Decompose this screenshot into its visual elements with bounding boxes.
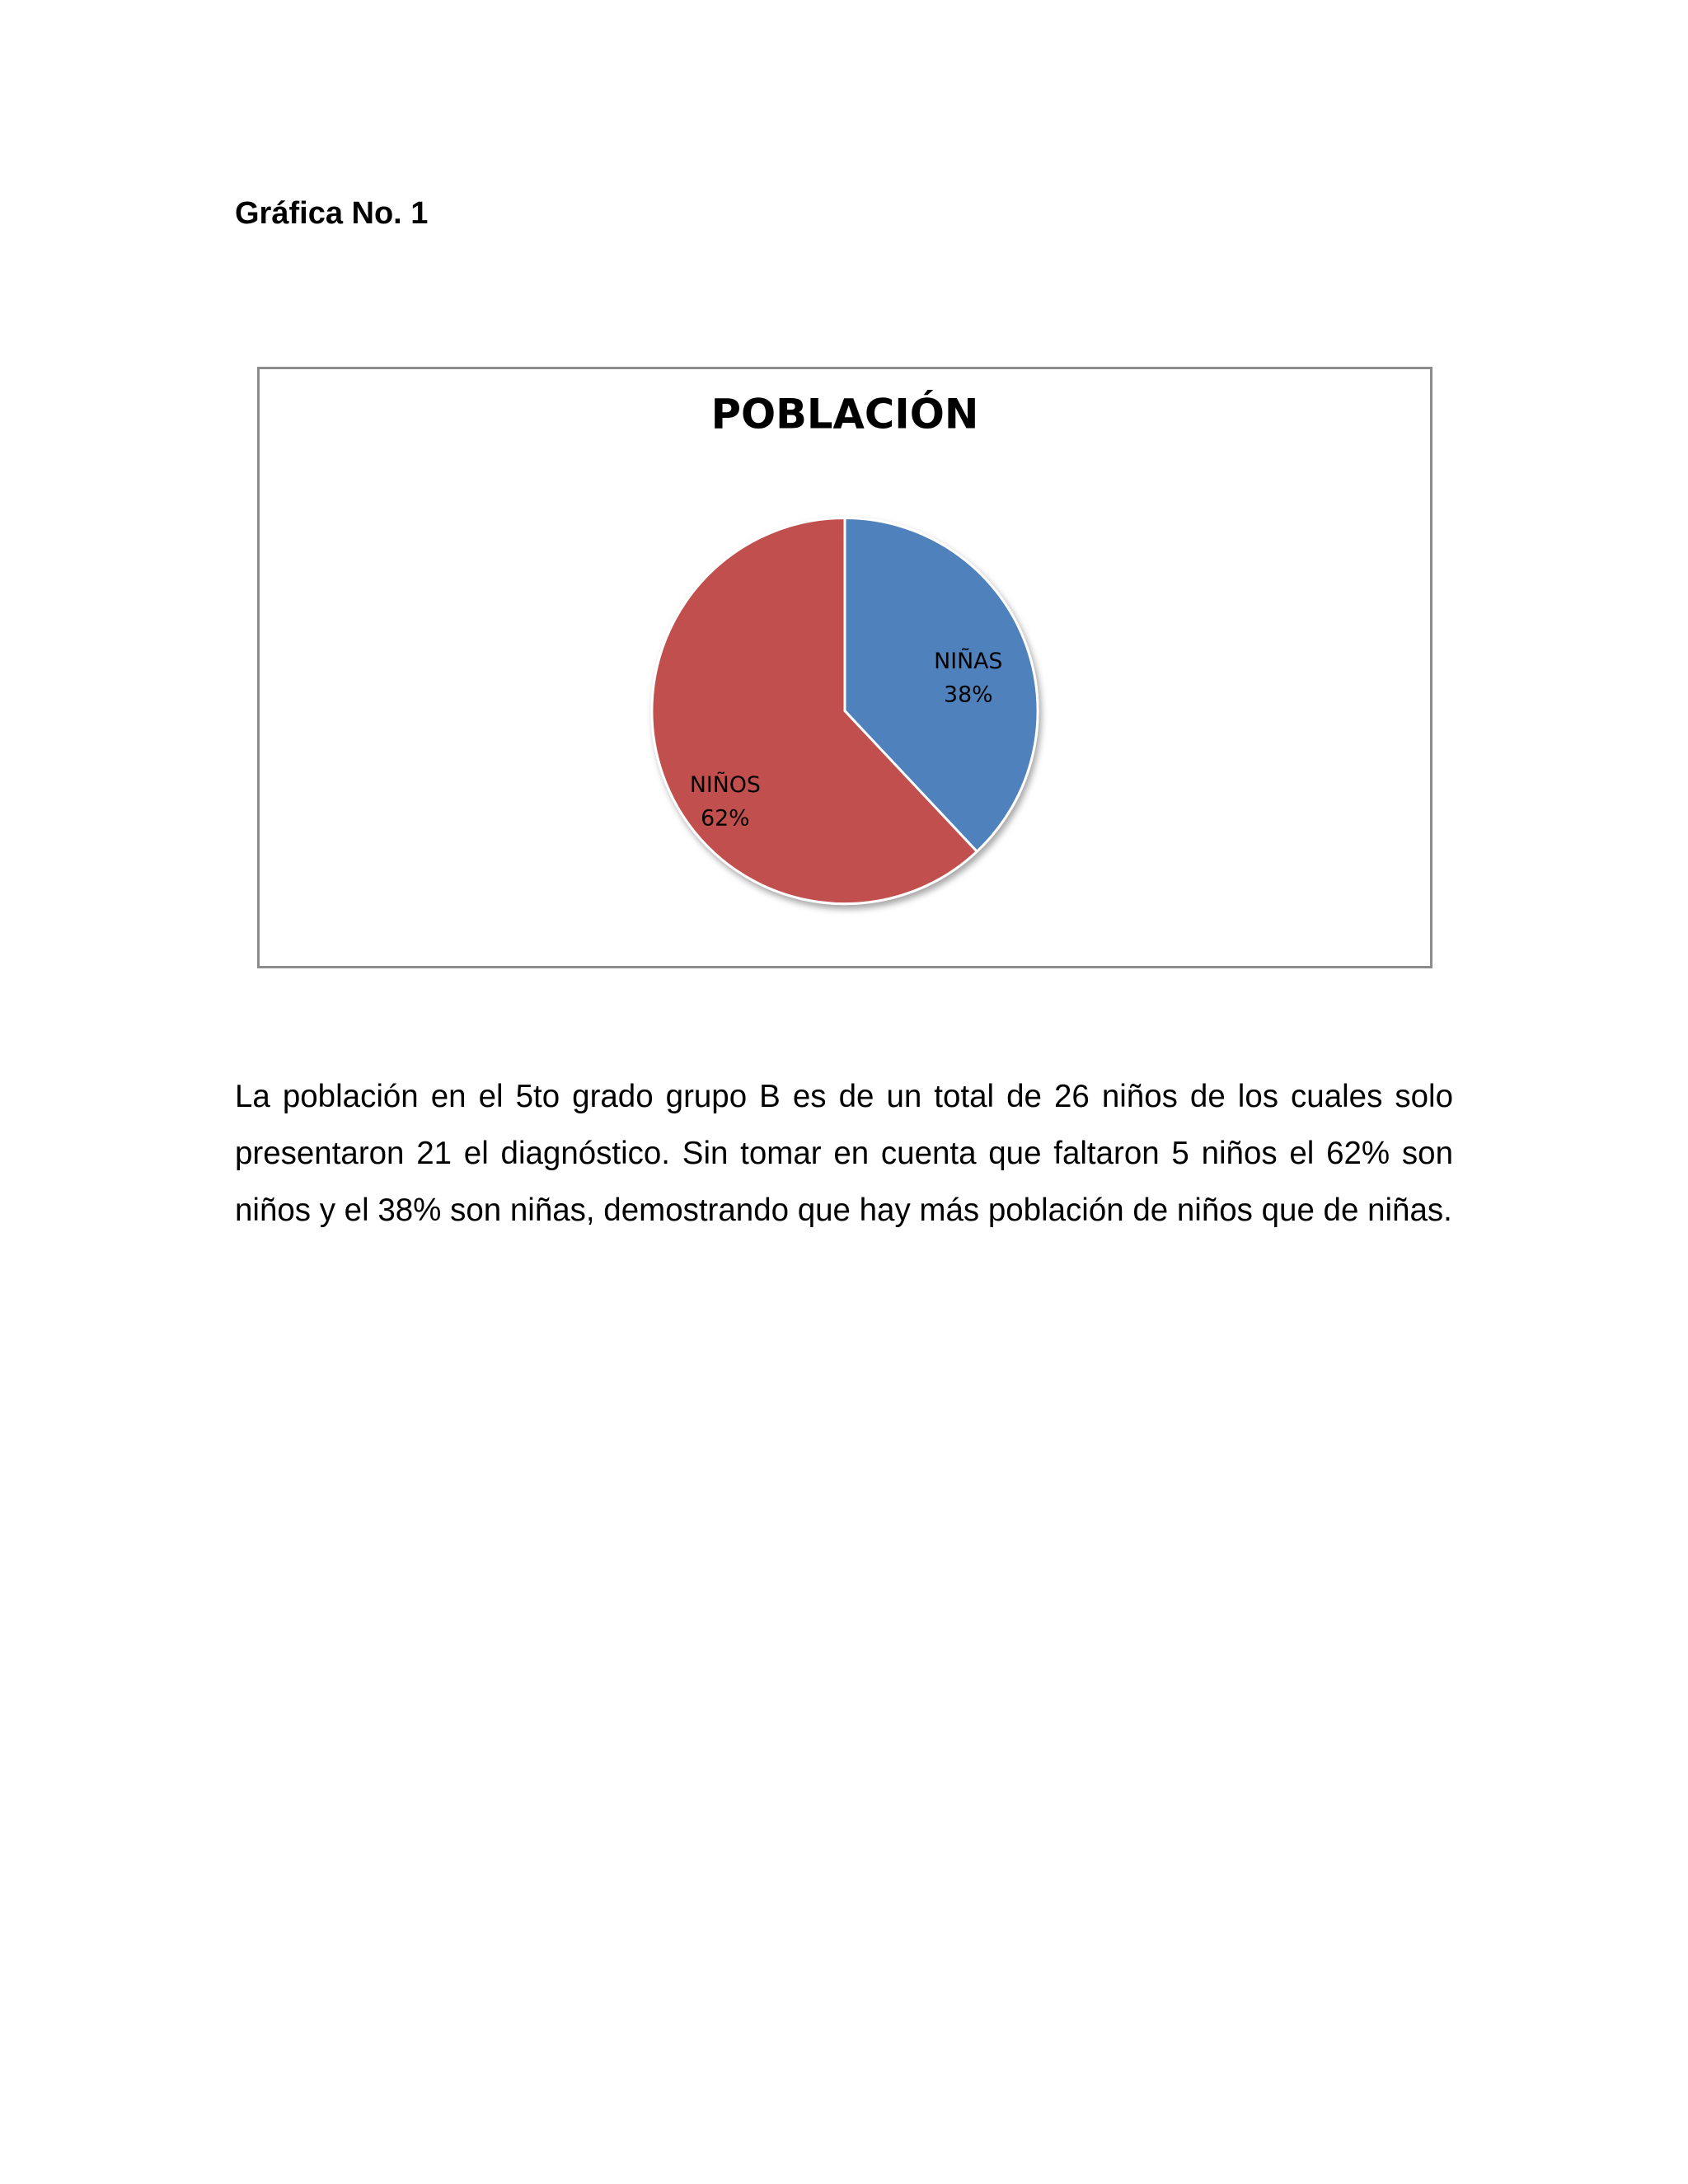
description-paragraph: La población en el 5to grado grupo B es de un total de 26 niños de los cuales solo presentaron 21 el diagnóstico. Sin tomar en cuenta que faltaron 5 niños el 62% son niños y el 38% son niñas, demostrando que hay más población de niños que de niñas. (235, 1079, 1453, 1228)
slice-label-niños: NIÑOS (689, 771, 761, 798)
chart-title: POBLACIÓN (710, 390, 979, 438)
slice-value-niñas: 38% (944, 682, 993, 708)
chart-frame (257, 367, 1432, 968)
slice-label-niñas: NIÑAS (934, 649, 1003, 675)
pie-slices (652, 518, 1038, 904)
pie-chart (260, 369, 1430, 966)
slice-value-niños: 62% (701, 805, 750, 832)
figure-heading: Gráfica No. 1 (235, 196, 429, 231)
